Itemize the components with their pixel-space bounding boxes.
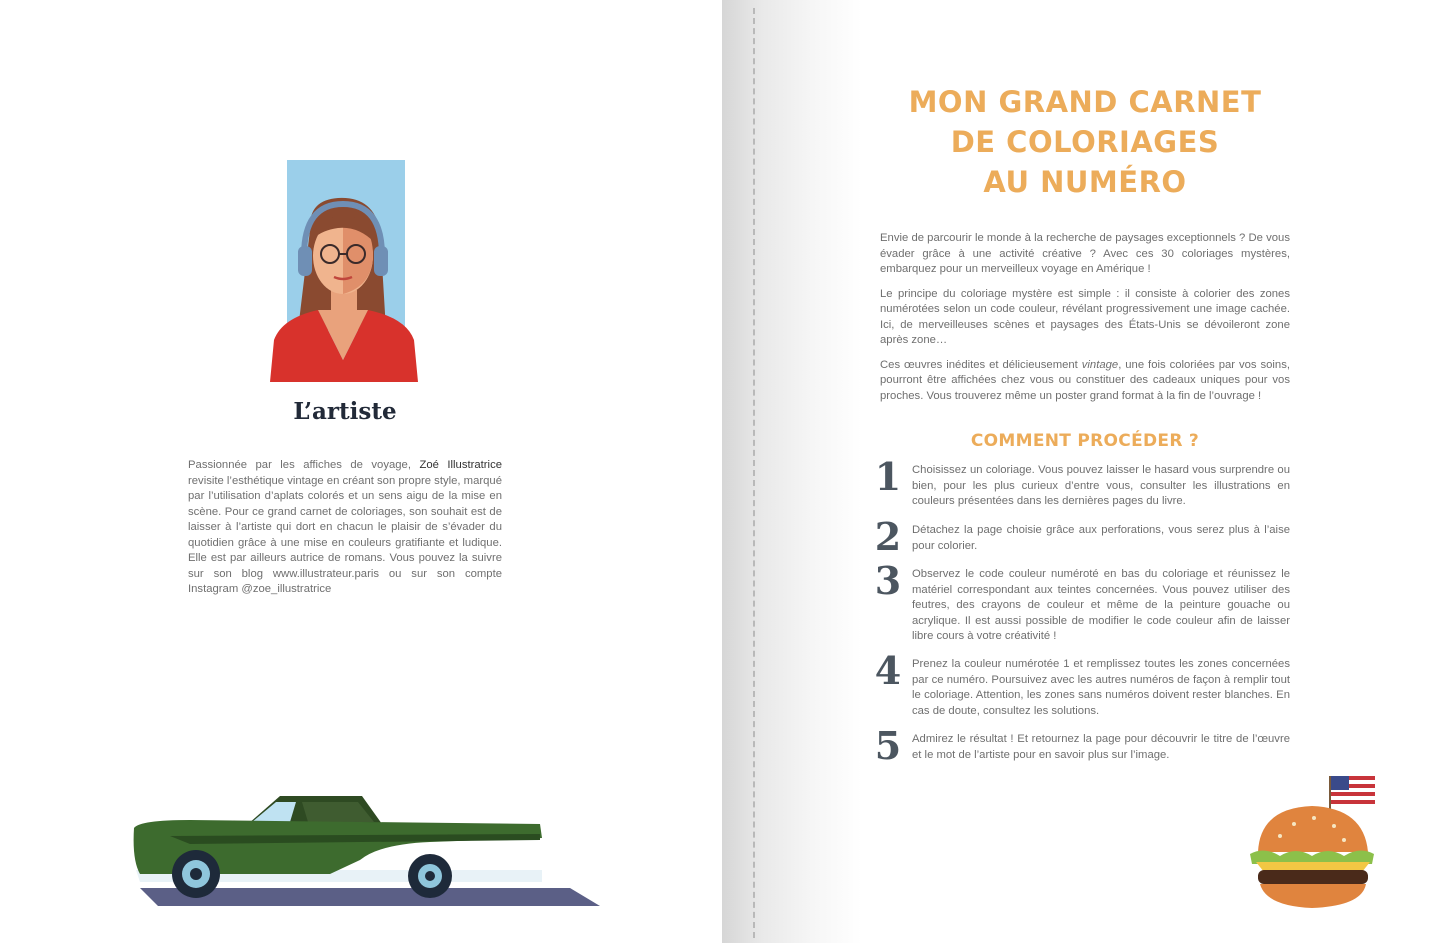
step-number: 4 [874, 648, 902, 693]
artist-heading: L’artiste [293, 398, 397, 425]
step-text: Admirez le résultat ! Et retournez la page pour découvrir le titre de l’œuvre et le mot de l’artiste pour en savoir plus sur l’image. [912, 733, 1290, 761]
intro-paragraph: Le principe du coloriage mystère est simple : il consiste à colorier des zones numérotées selon un code couleur, révélant progressivement une image cachée. Ici, de merveilleuses scènes et paysages des États-Unis se dévoileront zone après zone… [880, 287, 1290, 346]
step-2 [868, 514, 1290, 559]
step-number: 2 [874, 514, 902, 559]
left-page [0, 0, 722, 943]
burger-with-us-flag-icon [1244, 772, 1380, 912]
step-text: Observez le code couleur numéroté en bas du coloriage et réunissez le matériel correspondant aux teintes concernées. Vous pouvez utiliser des feutres, des crayons de couleur et même de la peinture gouache ou acrylique. Il est aussi possible de modifier le code couleur afin de laisser libre cours à votre créativité ! [912, 568, 1290, 642]
step-number: 3 [874, 558, 902, 603]
step-1 [868, 454, 1290, 510]
book-title: MON GRAND CARNET DE COLORIAGES AU NUMÉRO [908, 85, 1262, 199]
step-text: Prenez la couleur numérotée 1 et remplissez toutes les zones concernées par ce numéro. Poursuivez avec les autres numéros de façon à remplir tout le coloriage. Attention, les zones sans numéros doivent rester blanches. En cas de doute, consultez les solutions. [912, 658, 1290, 717]
step-4 [868, 648, 1290, 719]
artist-portrait [268, 160, 418, 382]
step-text: Choisissez un coloriage. Vous pouvez laisser le hasard vous surprendre ou bien, pour les plus curieux d’entre vous, consulter les illustrations en couleurs présentées dans les dernières pages du livre. [912, 464, 1290, 507]
step-3 [868, 558, 1290, 645]
artist-bio: Passionnée par les affiches de voyage, Zoé Illustratrice revisite l’esthétique vintage en créant son propre style, marqué par l’utilisation d’aplats colorés et un sens aigu de la mise en scène. Pour ce grand carnet de coloriages, son souhait est de laisser à l’artiste qui dort en chacun le plaisir de s’évader du quotidien grâce à une mise en couleurs gratifiante et ludique. Elle est par ailleurs autrice de romans. Vous pouvez la suivre sur son blog www.illustrateur.paris ou sur son compte Instagram @zoe_illustratrice [188, 459, 502, 595]
intro-paragraph: Envie de parcourir le monde à la recherche de paysages exceptionnels ? De vous évader grâce à une activité créative ? Avec ces 30 coloriages mystères, embarquez pour un merveilleux voyage en Amérique ! [880, 232, 1290, 275]
intro-text [880, 231, 1290, 413]
step-5 [868, 723, 1290, 768]
steps-heading: COMMENT PROCÉDER ? [970, 431, 1200, 451]
step-number: 1 [874, 454, 902, 499]
artist-name: Zoé Illustratrice [419, 459, 502, 471]
step-number: 5 [874, 723, 902, 768]
intro-paragraph: Ces œuvres inédites et délicieusement vintage, une fois coloriées par vos soins, pourront être affichées chez vous ou constituer des cadeaux uniques pour vos proches. Vous trouverez même un poster grand format à la fin de l’ouvrage ! [880, 358, 1290, 402]
vintage-car-icon [130, 790, 605, 910]
perforation-line [753, 8, 755, 938]
step-text: Détachez la page choisie grâce aux perforations, vous serez plus à l’aise pour colorier. [912, 524, 1290, 552]
